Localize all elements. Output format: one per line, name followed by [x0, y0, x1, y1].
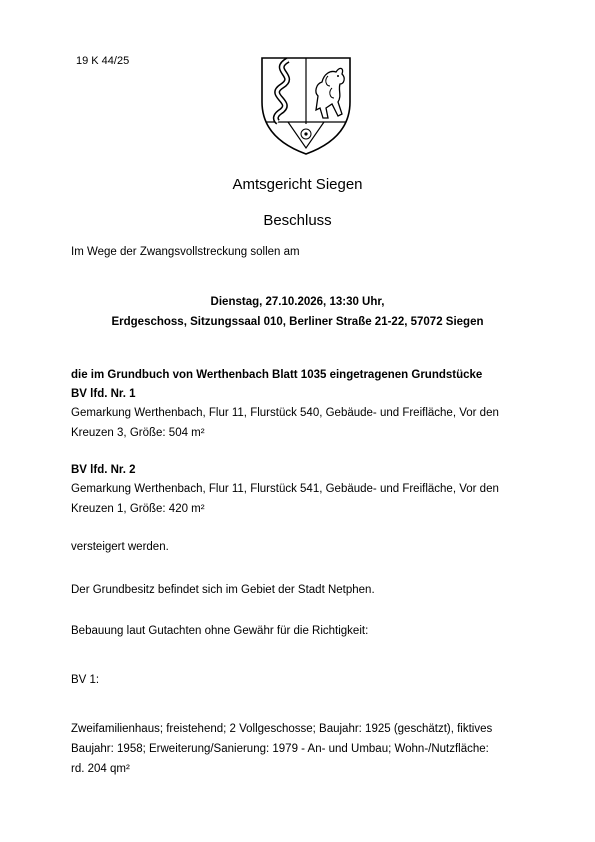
register-heading: die im Grundbuch von Werthenbach Blatt 1035 eingetragenen Grundstücke — [71, 369, 483, 381]
description-line-1: Zweifamilienhaus; freistehend; 2 Vollgeschosse; Baujahr: 1925 (geschätzt), fiktives — [71, 723, 493, 735]
appointment-date-time: Dienstag, 27.10.2026, 13:30 Uhr, — [210, 296, 385, 308]
file-number: 19 K 44/25 — [76, 55, 130, 67]
auction-phrase: versteigert werden. — [71, 541, 169, 553]
document-title: Beschluss — [263, 212, 332, 229]
parcel-1-line-1: Gemarkung Werthenbach, Flur 11, Flurstück 540, Gebäude- und Freifläche, Vor den — [71, 407, 499, 419]
parcel-1-heading: BV lfd. Nr. 1 — [71, 388, 136, 400]
parcel-1-line-2: Kreuzen 3, Größe: 504 m² — [71, 427, 205, 439]
parcel-2-line-1: Gemarkung Werthenbach, Flur 11, Flurstück 541, Gebäude- und Freifläche, Vor den — [71, 483, 499, 495]
appointment-location: Erdgeschoss, Sitzungssaal 010, Berliner Straße 21-22, 57072 Siegen — [111, 316, 484, 328]
description-line-3: rd. 204 qm² — [71, 763, 130, 775]
court-name: Amtsgericht Siegen — [232, 176, 363, 193]
description-line-2: Baujahr: 1958; Erweiterung/Sanierung: 1979 - An- und Umbau; Wohn-/Nutzfläche: — [71, 743, 489, 755]
parcel-2-heading: BV lfd. Nr. 2 — [71, 464, 136, 476]
parcel-2-line-2: Kreuzen 1, Größe: 420 m² — [71, 503, 205, 515]
coat-of-arms-icon — [258, 52, 354, 158]
bv1-label: BV 1: — [71, 674, 100, 686]
location-note: Der Grundbesitz befindet sich im Gebiet der Stadt Netphen. — [71, 584, 375, 596]
building-note: Bebauung laut Gutachten ohne Gewähr für die Richtigkeit: — [71, 625, 369, 637]
intro-text: Im Wege der Zwangsvollstreckung sollen am — [71, 246, 300, 258]
